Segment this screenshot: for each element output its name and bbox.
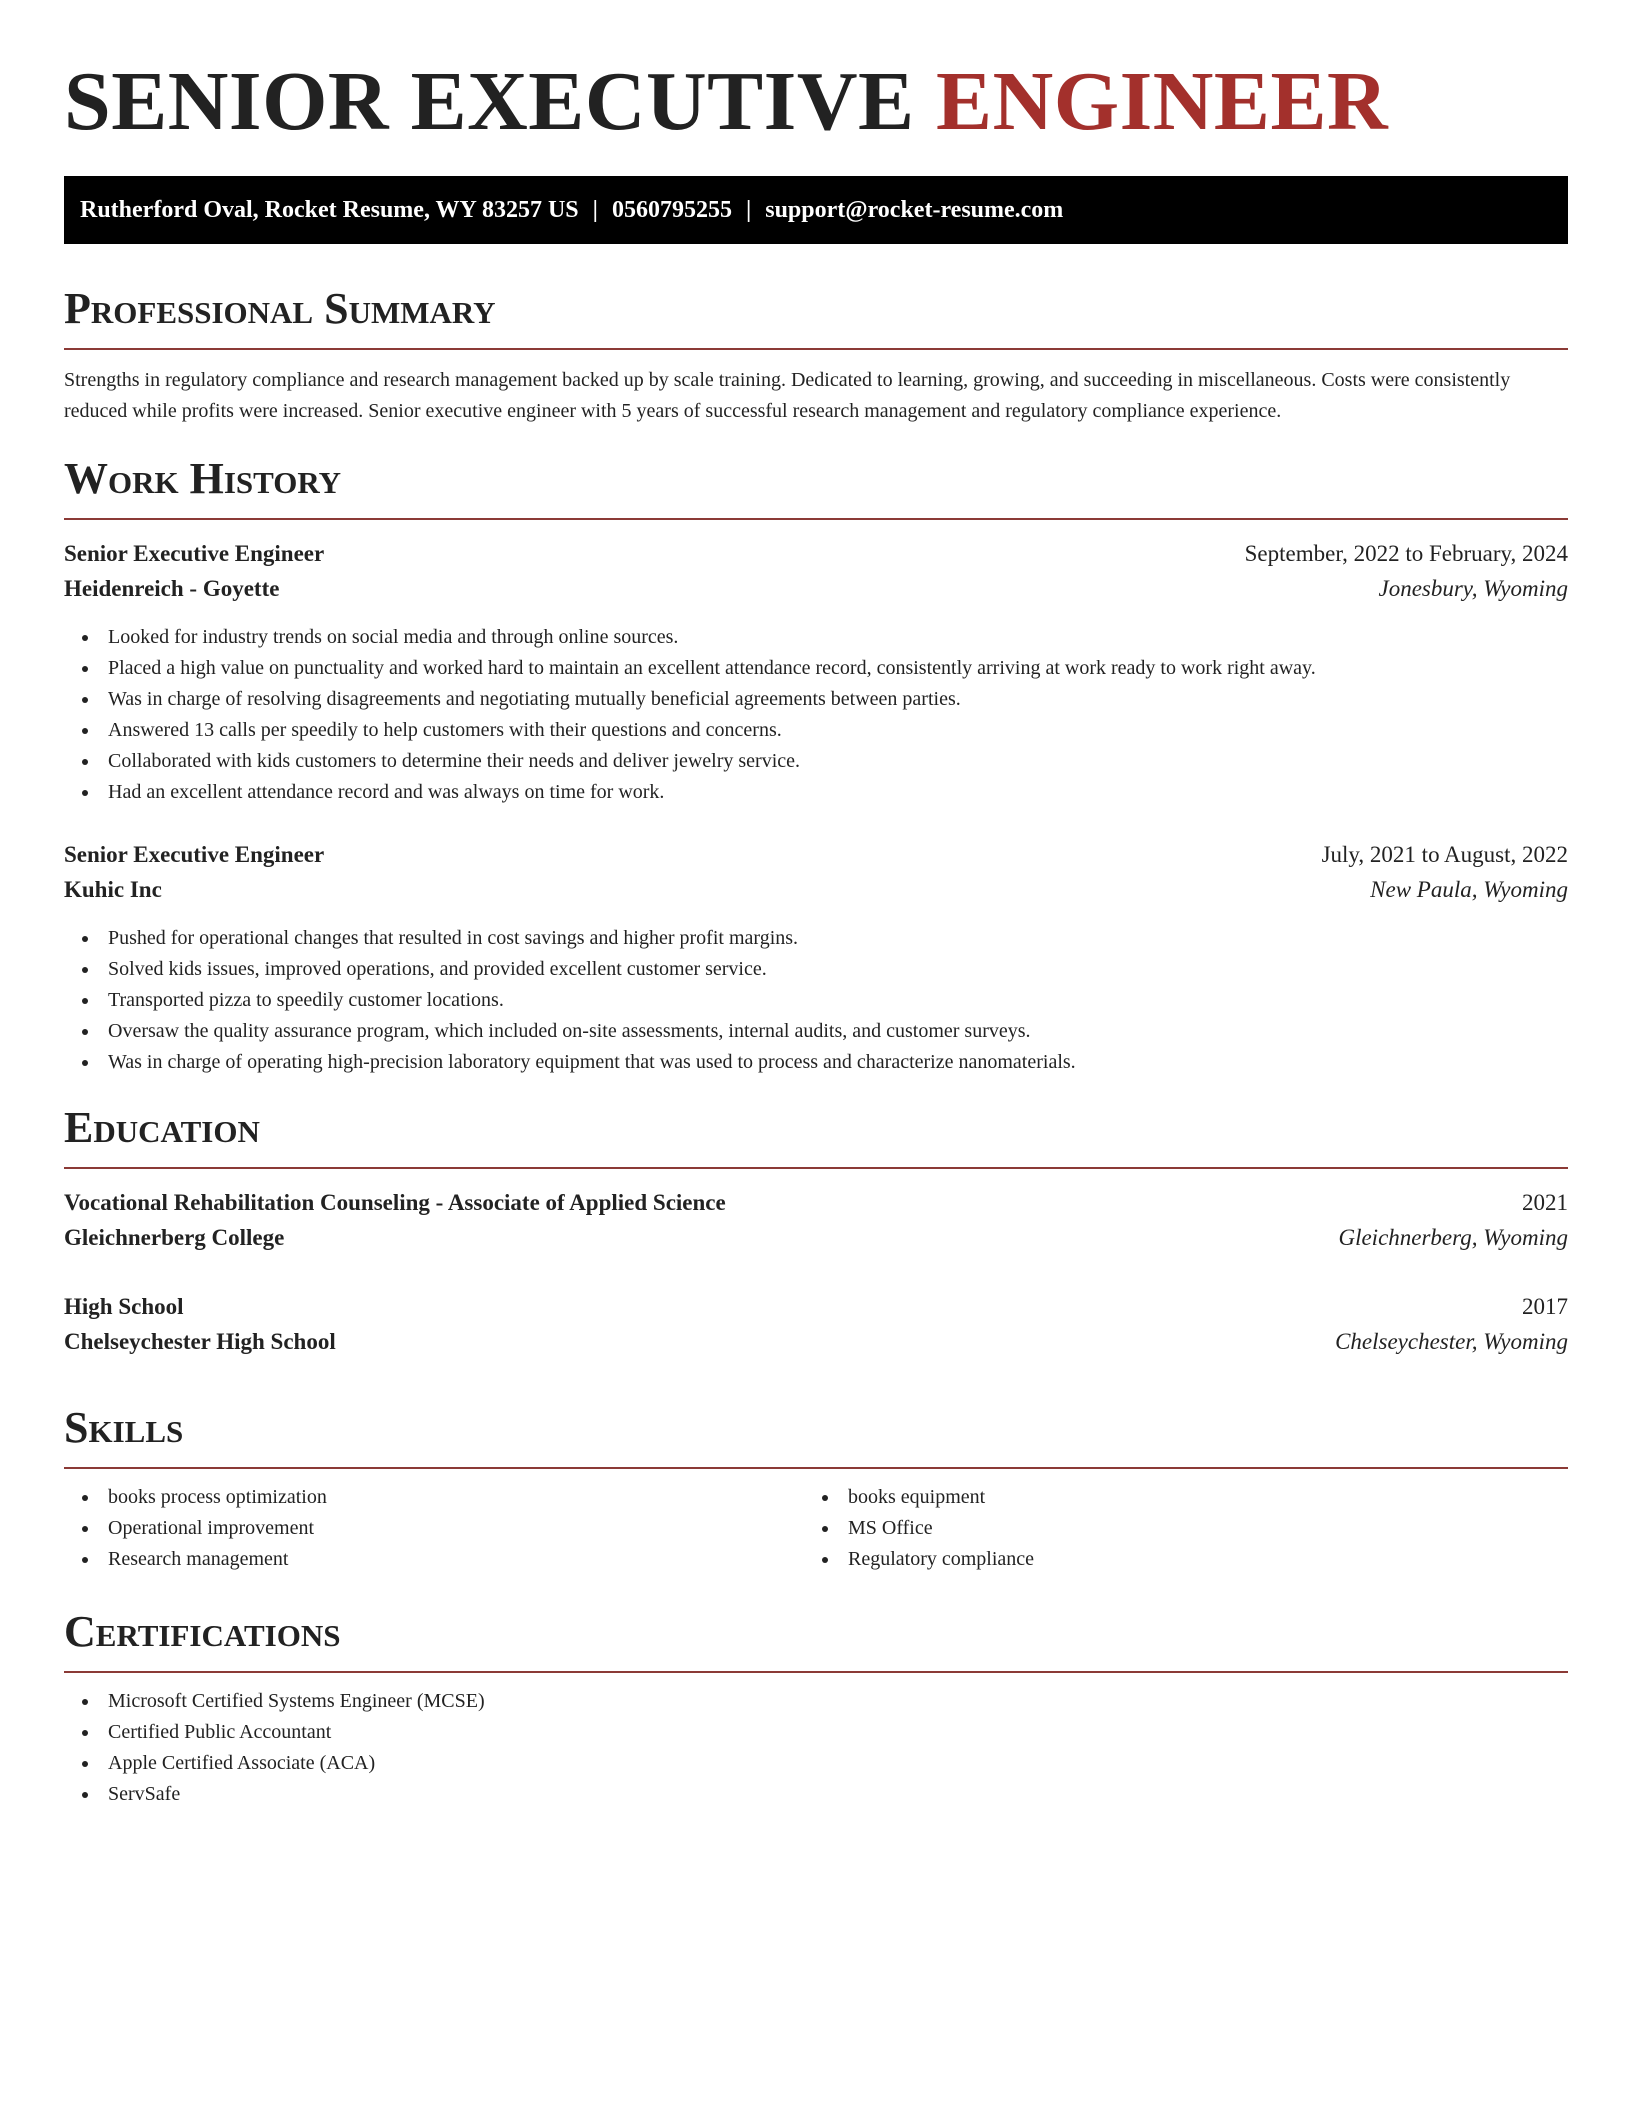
list-item: Transported pizza to speedily customer locations. (64, 985, 1076, 1016)
list-item: MS Office (804, 1513, 1034, 1544)
job-company-row (64, 572, 1568, 606)
education-school: Gleichnerberg College (64, 1225, 285, 1250)
summary-text: Strengths in regulatory compliance and research management backed up by scale training. Dedicated to learning, growing, and succeeding in miscellaneous. Costs were consistently reduced while profits were increased. Senior executive engineer with 5 years of successful research management and regulatory compliance experience. (64, 369, 1511, 422)
contact-phone: 0560795255 (611, 197, 732, 223)
summary-heading: Professional Summary (64, 284, 1568, 350)
list-item: Operational improvement (64, 1513, 327, 1544)
list-item: Pushed for operational changes that resulted in cost savings and higher profit margins. (64, 923, 1076, 954)
resume-title (64, 52, 1388, 152)
work-history-heading: Work History (64, 454, 1568, 520)
education-location: Gleichnerberg, Wyoming (1338, 1225, 1568, 1250)
list-item: Regulatory compliance (804, 1544, 1034, 1575)
list-item: Oversaw the quality assurance program, which included on-site assessments, internal audits, and customer surveys. (64, 1016, 1076, 1047)
skills-heading: Skills (64, 1403, 1568, 1469)
contact-address: Rutherford Oval, Rocket Resume, WY 83257 US (80, 197, 579, 223)
education-school: Chelseychester High School (64, 1329, 336, 1354)
contact-email: support@rocket-resume.com (765, 197, 1064, 223)
list-item: Microsoft Certified Systems Engineer (MCSE) (64, 1686, 485, 1717)
job-header-row (64, 537, 1568, 571)
skills-list-left (64, 1482, 327, 1575)
education-school-row (64, 1325, 1568, 1359)
job-header-row (64, 838, 1568, 872)
list-item: Certified Public Accountant (64, 1717, 485, 1748)
list-item: Collaborated with kids customers to determine their needs and deliver jewelry service. (64, 746, 1316, 777)
education-header-row (64, 1290, 1568, 1324)
job-bullet-list (64, 923, 1076, 1078)
list-item: Solved kids issues, improved operations, and provided excellent customer service. (64, 954, 1076, 985)
job-location: Jonesbury, Wyoming (1378, 576, 1568, 601)
list-item: Apple Certified Associate (ACA) (64, 1748, 485, 1779)
education-year: 2021 (1522, 1190, 1568, 1215)
job-company-row (64, 873, 1568, 907)
contact-separator: | (592, 197, 598, 223)
education-school-row (64, 1221, 1568, 1255)
job-location: New Paula, Wyoming (1370, 877, 1568, 902)
education-degree: High School (64, 1294, 184, 1319)
education-header-row (64, 1186, 1568, 1220)
list-item: Was in charge of resolving disagreements and negotiating mutually beneficial agreements between parties. (64, 684, 1316, 715)
list-item: Looked for industry trends on social media and through online sources. (64, 622, 1316, 653)
job-company: Kuhic Inc (64, 877, 162, 902)
skills-list-right (804, 1482, 1034, 1575)
contact-separator: | (745, 197, 752, 223)
education-location: Chelseychester, Wyoming (1335, 1329, 1568, 1354)
certifications-list (64, 1686, 485, 1810)
education-year: 2017 (1522, 1294, 1568, 1319)
list-item: Research management (64, 1544, 327, 1575)
certifications-heading: Certifications (64, 1607, 1568, 1673)
title-main: SENIOR EXECUTIVE (64, 55, 915, 148)
list-item: Was in charge of operating high-precision laboratory equipment that was used to process and characterize nanomaterials. (64, 1047, 1076, 1078)
list-item: ServSafe (64, 1779, 485, 1810)
job-bullet-list (64, 622, 1316, 808)
list-item: Placed a high value on punctuality and worked hard to maintain an excellent attendance record, consistently arriving at work ready to work right away. (64, 653, 1316, 684)
job-title: Senior Executive Engineer (64, 842, 325, 867)
list-item: Answered 13 calls per speedily to help customers with their questions and concerns. (64, 715, 1316, 746)
list-item: books equipment (804, 1482, 1034, 1513)
contact-bar (64, 176, 1568, 244)
job-dates: July, 2021 to August, 2022 (1321, 842, 1568, 867)
education-degree: Vocational Rehabilitation Counseling - Associate of Applied Science (64, 1190, 726, 1215)
list-item: books process optimization (64, 1482, 327, 1513)
education-heading: Education (64, 1103, 1568, 1169)
job-title: Senior Executive Engineer (64, 541, 325, 566)
title-accent: ENGINEER (936, 55, 1389, 148)
list-item: Had an excellent attendance record and was always on time for work. (64, 777, 1316, 808)
job-dates: September, 2022 to February, 2024 (1244, 541, 1568, 566)
job-company: Heidenreich - Goyette (64, 576, 280, 601)
